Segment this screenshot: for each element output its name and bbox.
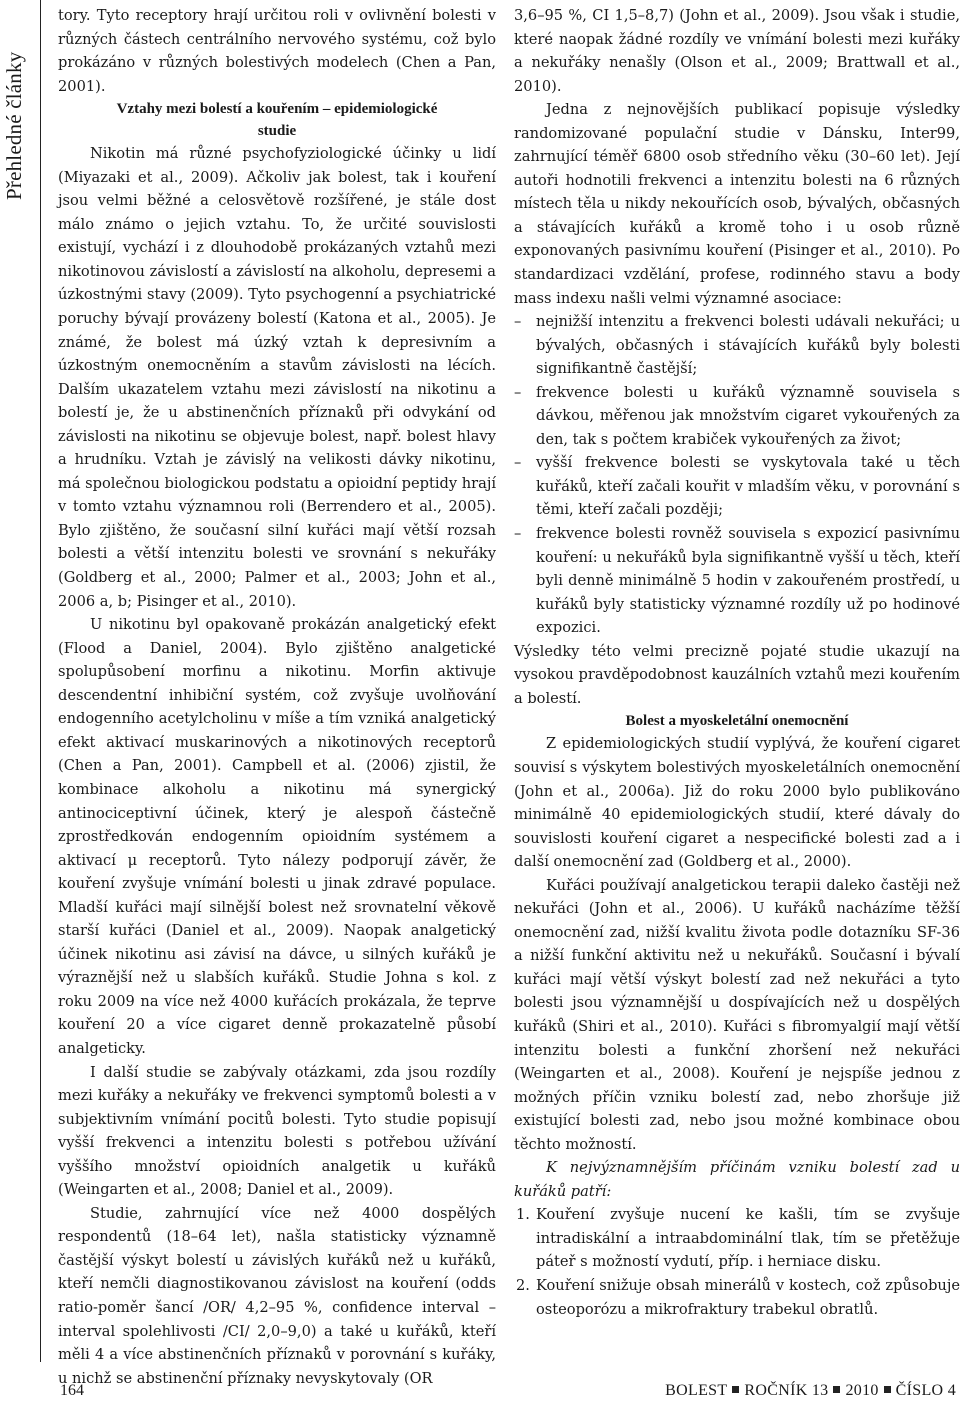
right-paragraph-2: Výsledky této velmi precizně pojaté studie ukazují na vysokou pravděpodobnost kauzálních vztahů mezi kouřením a bolestí. — [514, 642, 960, 707]
right-paragraph-3: Z epidemiologických studií vyplývá, že kouření cigaret souvisí s výskytem bolestivých myoskeletálních onemocnění (John et al., 2006a). Již do roku 2000 bylo publikováno minimálně 40 epidemiologických studií, které dávaly do souvislosti kouření cigaret a nespecifické bolesti zad a i další onemocnění zad (Goldberg et al., 2000). — [514, 735, 960, 871]
journal-issue: ČÍSLO 4 — [895, 1382, 956, 1399]
list-item: – frekvence bolesti u kuřáků významně souvisela s dávkou, měřenou jak množstvím cigaret vykouřených za den, tak s počtem krabiček vykouřených za život; — [514, 381, 960, 452]
list-item: – nejnižší intenzitu a frekvenci bolesti udávali nekuřáci; u bývalých, občasných i stávajících kuřáků byly bolesti signifikantně častější; — [514, 310, 960, 381]
section-sidebar — [0, 0, 41, 1362]
left-paragraph-2: U nikotinu byl opakovaně prokázán analgetický efekt (Flood a Daniel, 2004). Bylo zjištěno analgetické spolupůsobení morfinu a nikotinu. Morfin aktivuje descendentní inhibiční systém, což zvyšuje uvolňování endogenního acetylcholinu v míše a tím vzniká analgetický efekt aktivací muskarinových a nikotinových receptorů (Chen a Pan, 2001). Campbell et al. (2006) zjistil, že kombinace alkoholu a nikotinu má synergický antinociceptivní účinek, který je alespoň částečně zprostředkován endogenním opioidním systémem a aktivací μ receptorů. Tyto nálezy podporují závěr, že kouření zvyšuje vnímání bolesti u jinak zdravé populace. Mladší kuřáci mají silnější bolest než srovnatelní věkově starší kuřáci (Daniel et al., 2009). Naopak analgetický účinek nikotinu asi závisí na dávce, u silných kuřáků je výraznější než u slabších kuřáků. Studie Johna s kol. z roku 2009 na více než 4000 kuřácích prokázala, že teprve kouření 20 a více cigaret denně prokazatelně působí analgeticky. — [58, 616, 496, 1057]
left-paragraph-3: I další studie se zabývaly otázkami, zda jsou rozdíly mezi kuřáky a nekuřáky ve frekvenci symptomů bolesti a v subjektivním vnímání pocitů bolesti. Tyto studie popisují vyšší frekvenci a intenzitu bolesti s potřebou užívání vyššího množství opioidních analgetik u kuřáků (Weingarten et al., 2008; Daniel et al., 2009). — [58, 1063, 496, 1199]
right-paragraph-0: 3,6–95 %, CI 1,5–8,7) (John et al., 2009). Jsou však i studie, které naopak žádné rozdíly ve vnímání bolesti mezi kuřáky a nekuřáky nenašly (Olson et al., 2009; Brattwall et al., 2010). — [514, 7, 960, 95]
list-item — [514, 1274, 960, 1321]
list-item: – vyšší frekvence bolesti se vyskytovala také u těch kuřáků, kteří začali kouřit v mladším věku, v porovnání s těmi, kteří začali později; — [514, 451, 960, 522]
journal-volume: ROČNÍK 13 — [744, 1382, 829, 1399]
page-footer — [0, 1380, 960, 1406]
causes-intro: K nejvýznamnějším příčinám vzniku bolestí zad u kuřáků patří: — [514, 1159, 960, 1200]
right-paragraph-1: Jedna z nejnovějších publikací popisuje výsledky randomizované populační studie v Dánsku, Inter99, zahrnující téměř 6800 osob středního věku (30–60 let). Její autoři hodnotili frekvenci a intenzitu bolesti na 6 různých místech těla u nikdy nekouřících osob, bývalých, občasných a stávajících kuřáků a kromě toho i u osob různě exponovaných pasivnímu kouření (Pisinger et al., 2010). Po standardizaci vzdělání, profese, rodinného stavu a body mass indexu našli velmi významné asociace: — [514, 101, 960, 307]
left-paragraph-4: Studie, zahrnující více než 4000 dospělých respondentů (18–64 let), našla statisticky významně častější výskyt bolestí u závislých kuřáků než u kuřáků, kteří nemčli diagnostikovanou závislost na kouření (odds ratio-poměr šancí /OR/ 4,2–95 %, confidence interval – interval spolehlivosti /CI/ 2,0–9,0) a také u kuřáků, kteří měli 4 a více abstinenčních příznaků v porovnání s kuřáky, u nichž se abstinenční příznaky nevyskytovaly (OR — [58, 1204, 496, 1387]
left-paragraph-0: tory. Tyto receptory hrají určitou roli v ovlivnění bolesti v různých částech centrálního nervového systému, což bylo prokázáno v různých bolestivých modelech (Chen a Pan, 2001). — [58, 7, 496, 95]
square-separator-icon — [833, 1386, 840, 1393]
findings-list — [514, 310, 960, 640]
square-separator-icon — [732, 1386, 739, 1393]
section-label: Přehledné články — [2, 51, 26, 200]
list-item: – frekvence bolesti rovněž souvisela s expozicí pasivnímu kouření: u nekuřáků byla signifikantně vyšší u těch, kteří byli denně minimálně 5 hodin v zakouřeném prostředí, u kuřáků byly statisticky významné rozdíly už po hodinové expozici. — [514, 522, 960, 640]
right-section-heading: Bolest a myoskeletální onemocnění — [625, 713, 849, 730]
list-item — [514, 1203, 960, 1274]
right-paragraph-4: Kuřáci používají analgetickou terapii daleko častěji než nekuřáci (John et al., 2006). U kuřáků nacházíme těžší onemocnění zad, nižší kvalitu života podle dotazníku SF-36 a nižší funkční aktivitu než u nekuřáků. Současní i bývalí kuřáci mají větší výskyt bolestí zad než nekuřáci a tyto bolesti jsou významnější u dospívajících než u dospělých kuřáků (Shiri et al., 2010). Kuřáci s fibromyalgií mají větší intenzitu bolesti a funkční zhoršení než nekuřáci (Weingarten et al., 2008). Kouření je nejspíše jednou z možných příčin vzniku bolestí zad, nebo zhoršuje již existující bolesti zad, nebo jsou možné kombinace obou těchto možností. — [514, 876, 960, 1153]
journal-info — [665, 1382, 956, 1400]
left-paragraph-1: Nikotin má různé psychofyziologické účinky u lidí (Miyazaki et al., 2009). Ačkoliv jak bolest, tak i kouření jsou velmi běžné a celosvětově rozšířené, je stále dost málo známo o jejich vztahu. To, že určité souvislosti existují, vychází i z dlouhodobě prokázaných vztahů mezi nikotinovou závislostí a závislostí na alkoholu, depresemi a úzkostnými stavy (2009). Tyto psychogenní a psychiatrické poruchy bývají provázeny bolestí (Katona et al., 2005). Je známé, že bolest má úzký vztah k depresivním a úzkostným onemocněním a stavům závislosti na lécích. Dalším ukazatelem vztahu mezi závislostí na nikotinu a bolestí je, že u abstinenčních příznaků při odvykání od závislosti na nikotinu se objevuje bolest, např. bolest hlavy a hrudníku. Vztah je závislý na velikosti dávky nikotinu, má společnou biologickou podstatu a opioidní peptidy hrají v tomto vztahu významnou roli (Berrendero et al., 2005). Bylo zjištěno, že současní silní kuřáci mají větší rozsah bolesti a větší intenzitu bolesti ve srovnání s nekuřáky (Goldberg et al., 2000; Palmer et al., 2003; John et al., 2006 a, b; Pisinger et al., 2010). — [58, 145, 497, 610]
square-separator-icon — [884, 1386, 891, 1393]
list-number: 1. — [516, 1206, 530, 1224]
causes-list — [514, 1203, 960, 1321]
list-number: 2. — [516, 1276, 530, 1294]
left-column — [58, 4, 496, 1390]
list-text: Kouření snižuje obsah minerálů v kostech, což způsobuje osteoporózu a mikrofraktury trabekul obratlů. — [536, 1276, 960, 1318]
journal-name: BOLEST — [665, 1382, 728, 1399]
list-text: Kouření zvyšuje nucení ke kašli, tím se zvyšuje intradiskální a intraabdominální tlak, tím se přetěžuje páteř s možností vydutí, příp. i herniace disku. — [536, 1206, 960, 1271]
right-column — [514, 4, 960, 1321]
left-section-heading: Vztahy mezi bolestí a kouřením – epidemiologické studie — [116, 101, 438, 140]
journal-year: 2010 — [845, 1382, 879, 1399]
page-number: 164 — [60, 1382, 84, 1399]
